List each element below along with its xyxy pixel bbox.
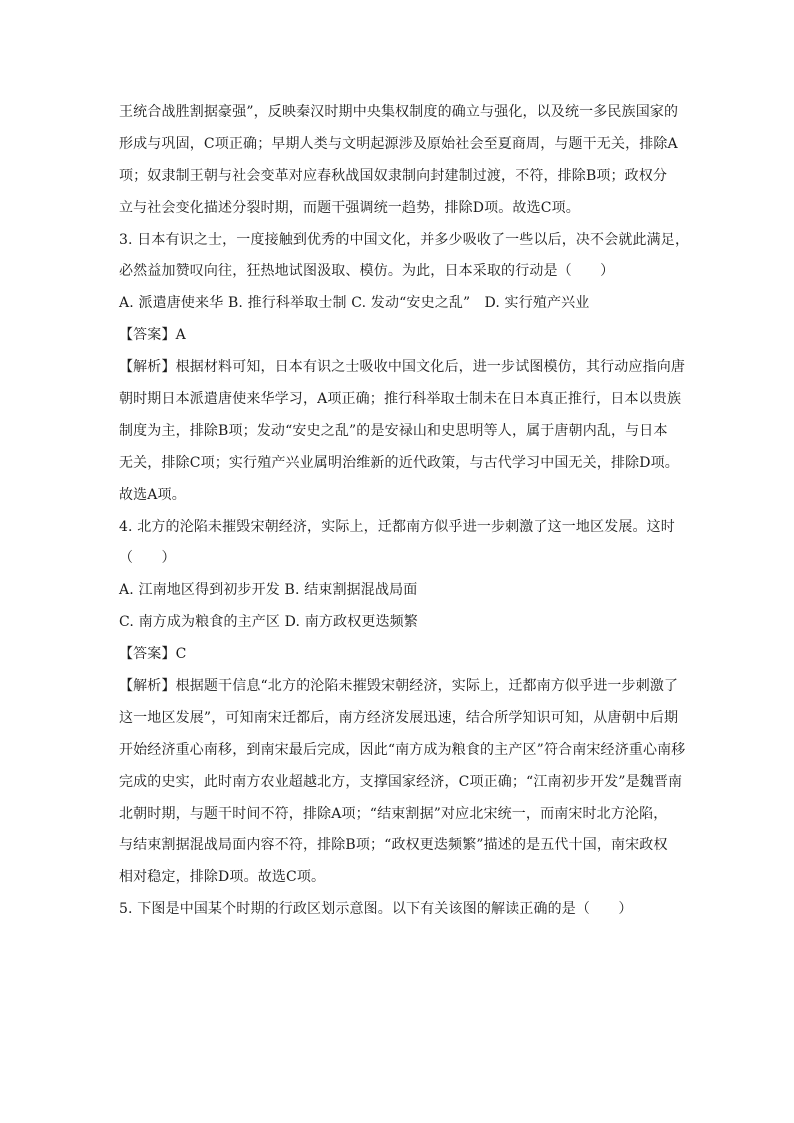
question-3-stem: 必然益加赞叹向往，狂热地试图汲取、模仿。为此，日本采取的行动是（ ）	[119, 263, 615, 280]
question-3-stem: 3. 日本有识之士，一度接触到优秀的中国文化，并多少吸收了一些以后，决不会就此满足，	[119, 231, 690, 248]
question-4-options: A. 江南地区得到初步开发 B. 结束割据混战局面	[119, 582, 418, 599]
question-4-options: C. 南方成为粮食的主产区 D. 南方政权更迭频繁	[119, 614, 418, 631]
question-5-stem: 5. 下图是中国某个时期的行政区划示意图。以下有关该图的解读正确的是（ ）	[119, 901, 633, 918]
question-4-analysis: 完成的史实，此时南方农业超越北方，支撑国家经济，C项正确；“江南初步开发”是魏晋南	[119, 773, 683, 790]
question-3-analysis: 制度为主，排除B项；发动“安史之乱”的是安禄山和史思明等人，属于唐朝内乱，与日本	[119, 422, 668, 439]
question-4-analysis: 相对稳定，排除D项。故选C项。	[119, 869, 326, 886]
question-4-analysis: 开始经济重心南移，到南宋最后完成，因此“南方成为粮食的主产区”符合南宋经济重心南移	[119, 741, 686, 758]
text-line: 形成与巩固，C项正确；早期人类与文明起源涉及原始社会至夏商周，与题干无关，排除A	[119, 135, 678, 152]
question-3-analysis: 无关，排除C项；实行殖产兴业属明治维新的近代政策，与古代学习中国无关，排除D项。	[119, 454, 679, 471]
question-3-analysis: 朝时期日本派遣唐使来华学习，A项正确；推行科举取士制未在日本真正推行，日本以贵族	[119, 391, 682, 408]
question-3-answer: 【答案】A	[119, 327, 186, 344]
question-3-analysis: 【解析】根据材料可知，日本有识之士吸收中国文化后，进一步试图模仿，其行动应指向唐	[119, 359, 685, 376]
text-line: 王统合战胜割据豪强”，反映秦汉时期中央集权制度的确立与强化，以及统一多民族国家的	[119, 104, 679, 120]
question-3-options: A. 派遣唐使来华 B. 推行科举取士制 C. 发动“安史之乱” D. 实行殖产兴业	[119, 295, 590, 312]
question-4-analysis: 这一地区发展”，可知南宋迁都后，南方经济发展迅速，结合所学知识可知，从唐朝中后期	[119, 709, 679, 726]
document-body	[119, 97, 690, 926]
question-4-stem: （ ）	[119, 550, 176, 567]
question-4-analysis: 【解析】根据题干信息“北方的沦陷未摧毁宋朝经济，实际上，迁都南方似乎进一步刺激了	[119, 678, 679, 695]
question-4-stem: 4. 北方的沦陷未摧毁宋朝经济，实际上，迁都南方似乎进一步刺激了这一地区发展。这时	[119, 518, 675, 535]
question-4-analysis: 与结束割据混战局面内容不符，排除B项；“政权更迭频繁”描述的是五代十国，南宋政权	[119, 837, 668, 854]
question-4-answer: 【答案】C	[119, 646, 187, 663]
text-line: 立与社会变化描述分裂时期，而题干强调统一趋势，排除D项。故选C项。	[119, 199, 580, 216]
text-line: 项；奴隶制王朝与社会变革对应春秋战国奴隶制向封建制过渡，不符，排除B项；政权分	[119, 167, 668, 184]
question-4-analysis: 北朝时期，与题干时间不符，排除A项；“结束割据”对应北宋统一，而南宋时北方沦陷，	[119, 805, 668, 822]
question-3-analysis: 故选A项。	[119, 486, 186, 503]
